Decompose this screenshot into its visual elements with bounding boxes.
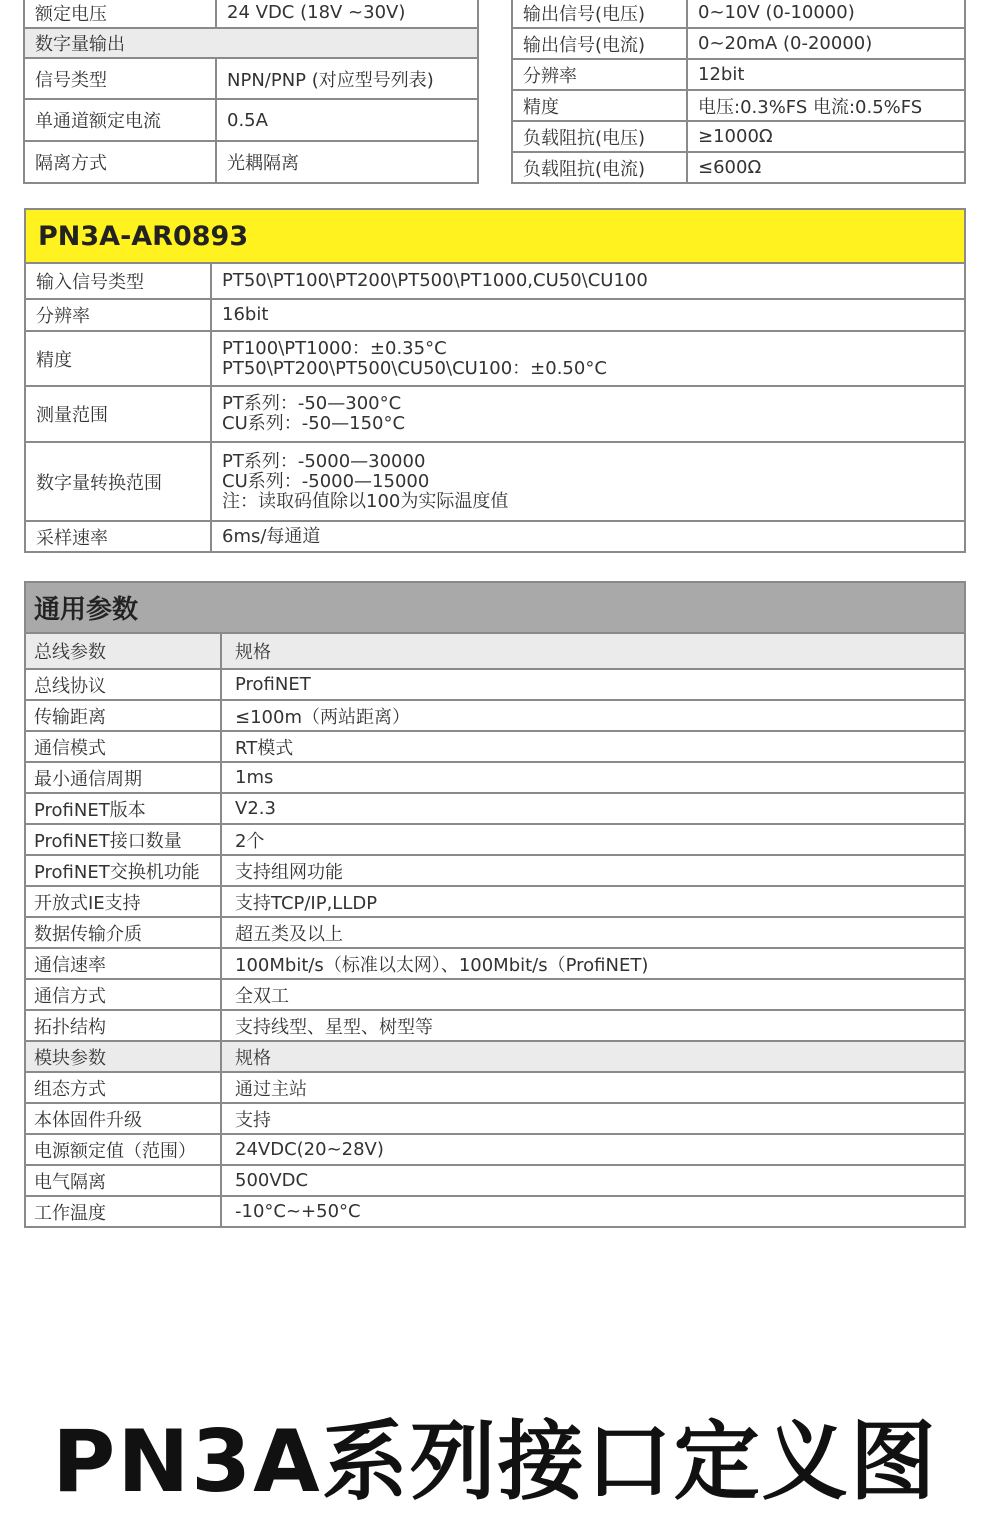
param-value: 通过主站	[221, 1072, 965, 1103]
spec-value-line: PT100\PT1000：±0.35°C	[222, 337, 447, 359]
top-left-spec-table	[23, 0, 479, 184]
spec-value	[211, 331, 965, 386]
spec-label: 分辨率	[25, 299, 211, 331]
param-label: 开放式IE支持	[25, 886, 221, 917]
param-row	[25, 1103, 965, 1134]
spec-label: 采样速率	[25, 521, 211, 552]
param-label: 总线参数	[25, 633, 221, 669]
param-value: 全双工	[221, 979, 965, 1010]
spec-row	[25, 331, 965, 386]
spec-row	[24, 141, 478, 183]
param-label: 总线协议	[25, 669, 221, 700]
param-value: ProfiNET	[221, 669, 965, 700]
spec-row	[24, 58, 478, 99]
spec-label: 数字量转换范围	[25, 442, 211, 521]
spec-row	[24, 0, 478, 28]
param-label: 最小通信周期	[25, 762, 221, 793]
spec-row	[512, 59, 965, 90]
param-row	[25, 855, 965, 886]
param-value: 规格	[221, 633, 965, 669]
spec-value	[211, 386, 965, 442]
spec-label: 输出信号(电流)	[512, 28, 687, 59]
param-value: 100Mbit/s（标准以太网）、100Mbit/s（ProfiNET)	[221, 948, 965, 979]
section-label: 数字量输出	[24, 28, 478, 58]
spec-value	[211, 521, 965, 552]
param-label: ProfiNET版本	[25, 793, 221, 824]
spec-value-line: 注：读取码值除以100为实际温度值	[222, 490, 509, 512]
param-row	[25, 793, 965, 824]
param-value: 支持线型、星型、树型等	[221, 1010, 965, 1041]
spec-label: 额定电压	[24, 0, 216, 28]
model-header-row	[25, 209, 965, 263]
param-value: 支持TCP/IP,LLDP	[221, 886, 965, 917]
param-label: ProfiNET交换机功能	[25, 855, 221, 886]
spec-value	[211, 299, 965, 331]
spec-value: 0~10V (0-10000)	[687, 0, 965, 28]
spec-value: 12bit	[687, 59, 965, 90]
spec-value-line: CU系列：-5000—15000	[222, 470, 430, 492]
general-title: 通用参数	[25, 582, 965, 633]
param-row	[25, 979, 965, 1010]
param-label: 拓扑结构	[25, 1010, 221, 1041]
interface-definition-title: PN3A系列接口定义图	[52, 1412, 938, 1512]
table-subheader-row	[25, 633, 965, 669]
param-row	[25, 917, 965, 948]
param-row	[25, 669, 965, 700]
param-value: 24VDC(20~28V)	[221, 1134, 965, 1165]
spec-row	[25, 299, 965, 331]
spec-value: ≤600Ω	[687, 152, 965, 183]
spec-value-line: PT50\PT200\PT500\CU50\CU100：±0.50°C	[222, 357, 607, 379]
spec-value	[211, 263, 965, 299]
param-label: 通信模式	[25, 731, 221, 762]
spec-row	[512, 90, 965, 121]
spec-value: 24 VDC (18V ~30V)	[216, 0, 478, 28]
param-label: 数据传输介质	[25, 917, 221, 948]
spec-label: 隔离方式	[24, 141, 216, 183]
spec-label: 负载阻抗(电流)	[512, 152, 687, 183]
spec-row	[512, 0, 965, 28]
spec-label: 输入信号类型	[25, 263, 211, 299]
param-row	[25, 731, 965, 762]
spec-value-line: 6ms/每通道	[222, 525, 321, 547]
param-label: 本体固件升级	[25, 1103, 221, 1134]
param-value: ≤100m（两站距离）	[221, 700, 965, 731]
general-header-row	[25, 582, 965, 633]
param-row	[25, 1134, 965, 1165]
general-params-table	[24, 581, 966, 1228]
param-value: 支持	[221, 1103, 965, 1134]
spec-label: 精度	[25, 331, 211, 386]
spec-row	[25, 442, 965, 521]
spec-value: ≥1000Ω	[687, 121, 965, 152]
spec-label: 分辨率	[512, 59, 687, 90]
spec-row	[512, 28, 965, 59]
param-label: 传输距离	[25, 700, 221, 731]
param-value: 规格	[221, 1041, 965, 1072]
model-title: PN3A-AR0893	[25, 209, 965, 263]
spec-row	[512, 121, 965, 152]
param-value: 超五类及以上	[221, 917, 965, 948]
param-row	[25, 762, 965, 793]
spec-row	[24, 99, 478, 141]
param-row	[25, 948, 965, 979]
spec-value-line: CU系列：-50—150°C	[222, 413, 406, 434]
spec-value-line: PT系列：-50—300°C	[222, 393, 402, 414]
spec-value-line: PT50\PT100\PT200\PT500\PT1000,CU50\CU100	[222, 270, 648, 291]
param-label: 模块参数	[25, 1041, 221, 1072]
param-row	[25, 886, 965, 917]
spec-value-line: PT系列：-5000—30000	[222, 450, 426, 472]
ar0893-spec-table	[24, 208, 966, 553]
spec-value: 0.5A	[216, 99, 478, 141]
spec-value	[211, 442, 965, 521]
param-value: V2.3	[221, 793, 965, 824]
param-row	[25, 1072, 965, 1103]
param-value: 2个	[221, 824, 965, 855]
spec-value: 0~20mA (0-20000)	[687, 28, 965, 59]
param-value: RT模式	[221, 731, 965, 762]
param-label: 通信速率	[25, 948, 221, 979]
table-subheader-row	[25, 1041, 965, 1072]
param-label: ProfiNET接口数量	[25, 824, 221, 855]
top-right-spec-table	[511, 0, 966, 184]
spec-label: 负载阻抗(电压)	[512, 121, 687, 152]
spec-label: 信号类型	[24, 58, 216, 99]
param-row	[25, 1165, 965, 1196]
param-row	[25, 1196, 965, 1227]
param-label: 电气隔离	[25, 1165, 221, 1196]
spec-label: 输出信号(电压)	[512, 0, 687, 28]
param-label: 电源额定值（范围）	[25, 1134, 221, 1165]
param-label: 通信方式	[25, 979, 221, 1010]
param-value: 支持组网功能	[221, 855, 965, 886]
spec-label: 单通道额定电流	[24, 99, 216, 141]
param-value: -10°C~+50°C	[221, 1196, 965, 1227]
spec-value-line: 16bit	[222, 304, 269, 325]
param-row	[25, 824, 965, 855]
param-row	[25, 700, 965, 731]
param-row	[25, 1010, 965, 1041]
param-value: 500VDC	[221, 1165, 965, 1196]
spec-value: 光耦隔离	[216, 141, 478, 183]
spec-row	[25, 263, 965, 299]
spec-value: NPN/PNP (对应型号列表)	[216, 58, 478, 99]
spec-row	[25, 386, 965, 442]
param-label: 组态方式	[25, 1072, 221, 1103]
spec-label: 精度	[512, 90, 687, 121]
param-value: 1ms	[221, 762, 965, 793]
section-row	[24, 28, 478, 58]
spec-value: 电压:0.3%FS 电流:0.5%FS	[687, 90, 965, 121]
spec-row	[25, 521, 965, 552]
param-label: 工作温度	[25, 1196, 221, 1227]
spec-row	[512, 152, 965, 183]
spec-label: 测量范围	[25, 386, 211, 442]
